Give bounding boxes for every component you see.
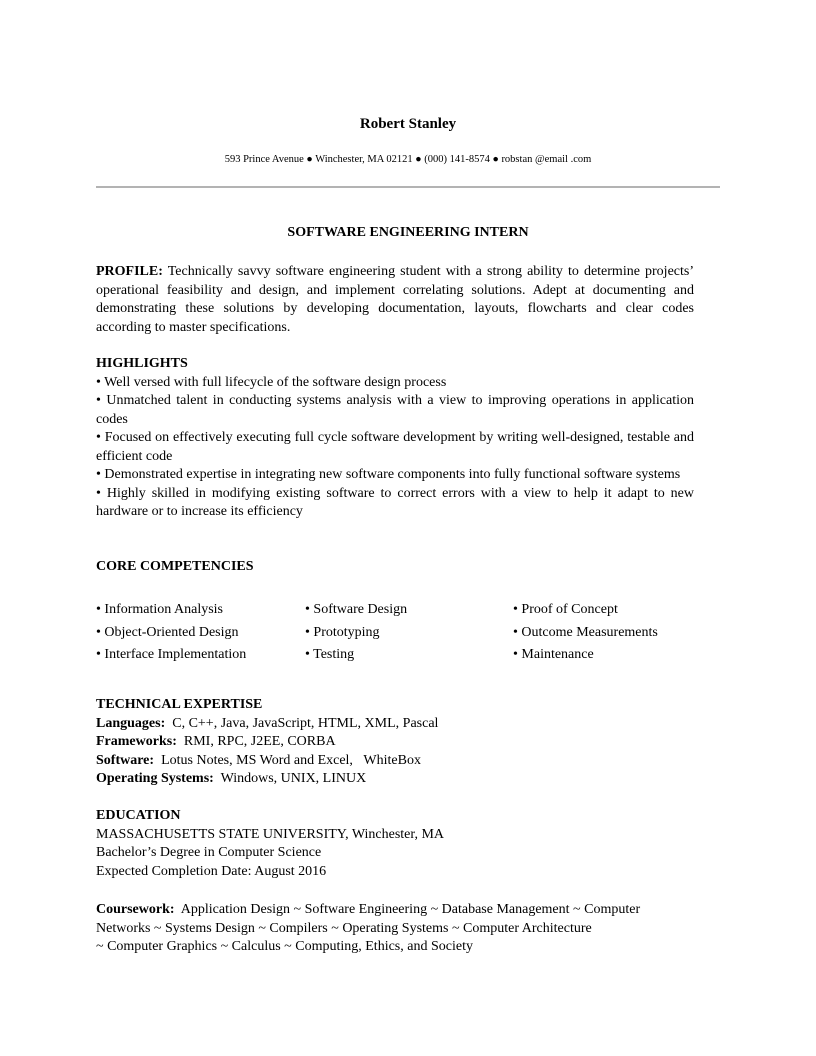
contact-line: 593 Prince Avenue ● Winchester, MA 02121 ● (000) 141-8574 ● robstan @email .com	[224, 154, 592, 165]
profile-section	[96, 263, 694, 337]
technical-row-frameworks	[96, 733, 694, 752]
coursework-line: ~ Computer Graphics ~ Calculus ~ Computing, Ethics, and Society	[96, 939, 473, 954]
technical-label: Frameworks:	[96, 734, 177, 749]
education-degree: Bachelor’s Degree in Computer Science	[96, 845, 322, 860]
competencies-column-2	[305, 599, 407, 667]
competency-item: • Information Analysis	[96, 602, 223, 617]
education-completion: Expected Completion Date: August 2016	[96, 863, 327, 879]
technical-row-software	[96, 752, 694, 771]
education-school: MASSACHUSETTS STATE UNIVERSITY, Winchester, MA	[96, 826, 445, 842]
competencies-heading: CORE COMPETENCIES	[96, 559, 254, 574]
competency-item: • Testing	[305, 647, 355, 662]
technical-value: Windows, UNIX, LINUX	[220, 771, 367, 786]
competencies-section	[96, 558, 694, 577]
profile-label: PROFILE:	[96, 264, 163, 279]
competency-item: • Prototyping	[305, 624, 380, 640]
highlight-item: • Highly skilled in modifying existing software to correct errors with a view to help it adapt to new hardware or to increase its efficiency	[96, 485, 694, 519]
highlight-item: • Well versed with full lifecycle of the software design process	[96, 374, 447, 390]
highlights-section	[96, 355, 694, 522]
profile-text: Technically savvy software engineering student with a strong ability to determine projects’ operational feasibility and design, and implement correlating solutions. Adept at documenting and demonstrating these solutions by developing documentation, layouts, flowcharts and clear codes according to master specifications.	[96, 264, 694, 335]
technical-label: Operating Systems:	[96, 771, 214, 786]
coursework-line: Networks ~ Systems Design ~ Compilers ~ Operating Systems ~ Computer Architecture	[96, 920, 592, 936]
coursework-line	[96, 901, 706, 920]
technical-heading: TECHNICAL EXPERTISE	[96, 697, 263, 712]
candidate-name: Robert Stanley	[359, 116, 457, 132]
competency-item: • Maintenance	[513, 647, 594, 662]
technical-value: RMI, RPC, J2EE, CORBA	[183, 734, 336, 749]
competency-item: • Interface Implementation	[96, 647, 247, 662]
highlight-item: • Unmatched talent in conducting systems analysis with a view to improving operations in application codes	[96, 393, 694, 427]
technical-section	[96, 696, 694, 789]
competency-item: • Software Design	[305, 602, 408, 617]
highlight-item: • Focused on effectively executing full cycle software development by writing well-designed, testable and efficient code	[96, 430, 694, 464]
competency-item: • Object-Oriented Design	[96, 624, 239, 640]
competencies-column-3	[513, 599, 658, 667]
technical-row-os	[96, 770, 694, 789]
technical-row-languages	[96, 715, 694, 734]
education-heading: EDUCATION	[96, 808, 181, 823]
resume-title: SOFTWARE ENGINEERING INTERN	[287, 225, 529, 240]
education-section	[96, 807, 694, 881]
competency-item: • Proof of Concept	[513, 602, 618, 617]
coursework-section	[96, 901, 706, 957]
technical-value: Lotus Notes, MS Word and Excel, WhiteBox	[161, 752, 421, 768]
highlights-heading: HIGHLIGHTS	[96, 356, 188, 371]
competency-item: • Outcome Measurements	[513, 624, 658, 640]
technical-label: Languages:	[96, 715, 166, 731]
technical-label: Software:	[96, 752, 155, 768]
header-divider	[96, 186, 720, 188]
coursework-label: Coursework:	[96, 902, 175, 917]
competencies-column-1	[96, 599, 246, 667]
technical-value: C, C++, Java, JavaScript, HTML, XML, Pascal	[172, 715, 439, 731]
highlight-item: • Demonstrated expertise in integrating new software components into fully functional software systems	[96, 467, 681, 482]
coursework-text: Application Design ~ Software Engineering ~ Database Management ~ Computer	[180, 902, 641, 917]
